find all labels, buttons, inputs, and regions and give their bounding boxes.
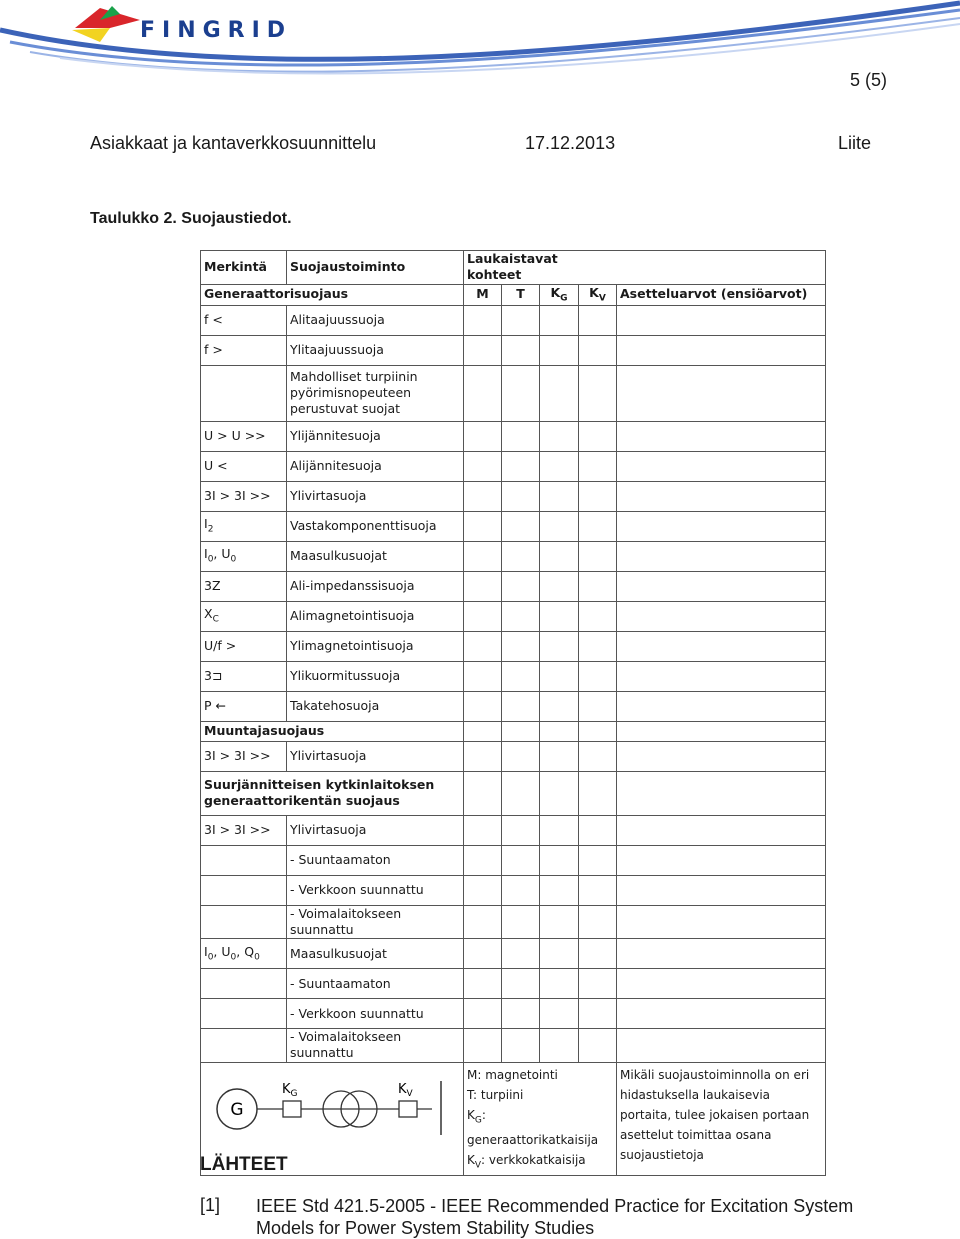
- empty-cell: [617, 451, 826, 481]
- empty-cell: [502, 481, 540, 511]
- protection-function: Ylivirtasuoja: [287, 815, 464, 845]
- empty-cell: [617, 875, 826, 905]
- empty-cell: [617, 481, 826, 511]
- empty-cell: [464, 631, 502, 661]
- protection-function: - Verkkoon suunnattu: [287, 875, 464, 905]
- protection-function: Ylikuormitussuoja: [287, 661, 464, 691]
- abbreviation-legend: [464, 1062, 617, 1176]
- empty-cell: [540, 511, 579, 541]
- empty-cell: [617, 815, 826, 845]
- generator-label: G: [230, 1099, 244, 1120]
- empty-cell: [464, 511, 502, 541]
- empty-cell: [464, 305, 502, 335]
- empty-cell: [540, 845, 579, 875]
- empty-cell: [579, 335, 617, 365]
- kv-diagram-label: $K_V$: [398, 1081, 413, 1099]
- table-row: [201, 365, 826, 421]
- empty-cell: [579, 1029, 617, 1063]
- empty-cell: [464, 691, 502, 721]
- empty-cell: [502, 365, 540, 421]
- protection-symbol: $X_C$: [201, 601, 287, 631]
- empty-cell: [617, 771, 826, 815]
- empty-cell: [502, 511, 540, 541]
- reference-number: [1]: [200, 1195, 221, 1215]
- section-transformer: [201, 721, 826, 741]
- document-date: 17.12.2013: [525, 133, 616, 153]
- empty-cell: [502, 741, 540, 771]
- empty-cell: [464, 571, 502, 601]
- protection-symbol: U > U >>: [201, 421, 287, 451]
- empty-cell: [502, 541, 540, 571]
- empty-cell: [617, 631, 826, 661]
- empty-cell: [502, 999, 540, 1029]
- empty-cell: [579, 571, 617, 601]
- empty-cell: [617, 365, 826, 421]
- empty-cell: [579, 905, 617, 939]
- protection-symbol: 3I > 3I >>: [201, 481, 287, 511]
- empty-cell: [540, 661, 579, 691]
- protection-function: Mahdolliset turpiinin pyörimisnopeuteen perustuvat suojat: [287, 365, 464, 421]
- empty-cell: [579, 969, 617, 999]
- table-row: [201, 481, 826, 511]
- empty-cell: [464, 939, 502, 969]
- reference-text: IEEE Std 421.5-2005 - IEEE Recommended Practice for Excitation System Models for Power System Stability Studies: [256, 1196, 854, 1238]
- protection-function: - Suuntaamaton: [287, 969, 464, 999]
- table-header-row-2: [201, 284, 826, 305]
- protection-symbol: U/f >: [201, 631, 287, 661]
- protection-symbol: 3⊐: [201, 661, 287, 691]
- empty-cell: [502, 451, 540, 481]
- protection-symbol: [201, 905, 287, 939]
- empty-cell: [540, 365, 579, 421]
- empty-cell: [540, 335, 579, 365]
- empty-cell: [579, 541, 617, 571]
- protection-function: Vastakomponenttisuoja: [287, 511, 464, 541]
- protection-function: Alitaajuussuoja: [287, 305, 464, 335]
- empty-cell: [464, 875, 502, 905]
- empty-cell: [540, 631, 579, 661]
- table-row: [201, 999, 826, 1029]
- empty-cell: [540, 1029, 579, 1063]
- empty-cell: [540, 905, 579, 939]
- legend-kg: $K_G$: generaattorikatkaisija: [467, 1107, 599, 1148]
- empty-cell: [502, 335, 540, 365]
- single-line-diagram-svg: [201, 1063, 463, 1141]
- empty-cell: [540, 601, 579, 631]
- empty-cell: [540, 481, 579, 511]
- protection-symbol: [201, 875, 287, 905]
- protection-table: [200, 250, 826, 1176]
- empty-cell: [579, 631, 617, 661]
- table-row: [201, 905, 826, 939]
- empty-cell: [540, 741, 579, 771]
- header-targets: Laukaistavat kohteet: [464, 251, 540, 285]
- fingrid-logo: [0, 0, 960, 90]
- empty-cell: [464, 1029, 502, 1063]
- empty-cell: [502, 661, 540, 691]
- table-row: [201, 815, 826, 845]
- empty-cell: [502, 815, 540, 845]
- empty-cell: [464, 905, 502, 939]
- protection-symbol: $I_0$, $U_0$, $Q_0$: [201, 939, 287, 969]
- table-row: [201, 451, 826, 481]
- department-label: Asiakkaat ja kantaverkkosuunnittelu: [90, 133, 377, 153]
- empty-cell: [579, 875, 617, 905]
- empty-cell: [464, 421, 502, 451]
- empty-cell: [464, 815, 502, 845]
- kg-diagram-label: $K_G$: [282, 1081, 298, 1099]
- empty-cell: [464, 365, 502, 421]
- empty-cell: [540, 691, 579, 721]
- table-row: [201, 661, 826, 691]
- protection-symbol: [201, 1029, 287, 1063]
- empty-cell: [617, 905, 826, 939]
- empty-cell: [617, 421, 826, 451]
- settings-note: Mikäli suojaustoiminnolla on eri hidastuksella laukaisevia portaita, tulee jokaisen portaan asettelut toimittaa osana suojaustietoja: [617, 1062, 826, 1176]
- table-row: [201, 875, 826, 905]
- empty-cell: [579, 421, 617, 451]
- empty-cell: [464, 661, 502, 691]
- table-header-row-1: [201, 251, 826, 285]
- empty-cell: [579, 741, 617, 771]
- empty-cell: [540, 541, 579, 571]
- empty-cell: [617, 571, 826, 601]
- col-kv: $K_V$: [579, 284, 617, 305]
- protection-function: Ylivirtasuoja: [287, 481, 464, 511]
- empty-cell: [617, 661, 826, 691]
- section-switchyard-label: Suurjännitteisen kytkinlaitoksen generaattorikentän suojaus: [201, 771, 464, 815]
- empty-cell: [579, 481, 617, 511]
- table-row: [201, 421, 826, 451]
- document-type: Liite: [838, 133, 872, 153]
- empty-cell: [579, 845, 617, 875]
- empty-cell: [617, 691, 826, 721]
- empty-cell: [579, 939, 617, 969]
- protection-function: - Suuntaamaton: [287, 845, 464, 875]
- protection-symbol: U <: [201, 451, 287, 481]
- empty-cell: [540, 305, 579, 335]
- empty-cell: [464, 741, 502, 771]
- empty-cell: [502, 721, 540, 741]
- table-row: [201, 511, 826, 541]
- table-row: [201, 571, 826, 601]
- empty-cell: [617, 741, 826, 771]
- empty-cell: [502, 905, 540, 939]
- empty-cell: [540, 939, 579, 969]
- protection-function: Alimagnetointisuoja: [287, 601, 464, 631]
- table-row: [201, 939, 826, 969]
- table-row: [201, 1029, 826, 1063]
- empty-cell: [579, 691, 617, 721]
- empty-cell: [502, 691, 540, 721]
- kv-breaker-symbol: [399, 1101, 417, 1117]
- empty-cell: [502, 875, 540, 905]
- protection-symbol: [201, 845, 287, 875]
- table-row: [201, 335, 826, 365]
- empty-cell: [617, 335, 826, 365]
- protection-function: Ylimagnetointisuoja: [287, 631, 464, 661]
- empty-cell: [502, 939, 540, 969]
- table-row: [201, 691, 826, 721]
- protection-function: Ylijännitesuoja: [287, 421, 464, 451]
- col-kg: $K_G$: [540, 284, 579, 305]
- protection-symbol: 3I > 3I >>: [201, 741, 287, 771]
- section-switchyard: [201, 771, 826, 815]
- table-row: [201, 741, 826, 771]
- page-number: 5 (5): [849, 70, 887, 90]
- empty-cell: [617, 845, 826, 875]
- table-row: [201, 845, 826, 875]
- protection-function: - Verkkoon suunnattu: [287, 999, 464, 1029]
- protection-function: Ylivirtasuoja: [287, 741, 464, 771]
- protection-function: Ylitaajuussuoja: [287, 335, 464, 365]
- protection-function: Alijännitesuoja: [287, 451, 464, 481]
- protection-symbol: 3I > 3I >>: [201, 815, 287, 845]
- section-generator: Generaattorisuojaus: [201, 284, 464, 305]
- empty-cell: [502, 305, 540, 335]
- legend-row: [201, 1062, 826, 1176]
- empty-cell: [464, 771, 502, 815]
- empty-cell: [617, 721, 826, 741]
- empty-cell: [579, 771, 617, 815]
- protection-symbol: [201, 365, 287, 421]
- logo-text: FINGRID: [140, 18, 293, 43]
- table-row: [201, 305, 826, 335]
- empty-cell: [617, 999, 826, 1029]
- protection-function: Maasulkusuojat: [287, 939, 464, 969]
- empty-cell: [540, 815, 579, 845]
- kg-breaker-symbol: [283, 1101, 301, 1117]
- protection-symbol: P ←: [201, 691, 287, 721]
- empty-cell: [540, 421, 579, 451]
- empty-cell: [579, 721, 617, 741]
- protection-symbol: $I_0$, $U_0$: [201, 541, 287, 571]
- table-row: [201, 541, 826, 571]
- section-transformer-label: Muuntajasuojaus: [201, 721, 464, 741]
- empty-cell: [540, 721, 579, 741]
- empty-cell: [502, 631, 540, 661]
- legend-m: M: magnetointi: [467, 1067, 558, 1082]
- empty-cell: [464, 999, 502, 1029]
- empty-cell: [502, 1029, 540, 1063]
- empty-cell: [617, 305, 826, 335]
- empty-cell: [464, 845, 502, 875]
- empty-cell: [617, 541, 826, 571]
- empty-cell: [464, 481, 502, 511]
- table-row: [201, 969, 826, 999]
- empty-cell: [579, 365, 617, 421]
- protection-function: Ali-impedanssisuoja: [287, 571, 464, 601]
- empty-cell: [464, 541, 502, 571]
- empty-cell: [540, 969, 579, 999]
- table-caption: Taulukko 2. Suojaustiedot.: [90, 210, 292, 227]
- empty-cell: [579, 815, 617, 845]
- table-row: [201, 631, 826, 661]
- empty-cell: [579, 451, 617, 481]
- empty-cell: [502, 601, 540, 631]
- empty-cell: [540, 999, 579, 1029]
- protection-symbol: [201, 969, 287, 999]
- table-row: [201, 601, 826, 631]
- empty-cell: [464, 601, 502, 631]
- protection-symbol: [201, 999, 287, 1029]
- empty-cell: [617, 939, 826, 969]
- empty-cell: [502, 421, 540, 451]
- legend-kv: $K_V$: verkkokatkaisija: [467, 1153, 586, 1171]
- protection-function: - Voimalaitokseen suunnattu: [287, 1029, 464, 1063]
- empty-cell: [464, 335, 502, 365]
- empty-cell: [464, 969, 502, 999]
- col-t: T: [502, 284, 540, 305]
- empty-cell: [617, 1029, 826, 1063]
- empty-cell: [502, 571, 540, 601]
- empty-cell: [579, 661, 617, 691]
- protection-symbol: $I_2$: [201, 511, 287, 541]
- protection-symbol: f <: [201, 305, 287, 335]
- col-settings: Asetteluarvot (ensiöarvot): [617, 284, 826, 305]
- empty-cell: [617, 969, 826, 999]
- empty-cell: [464, 451, 502, 481]
- empty-cell: [579, 511, 617, 541]
- empty-cell: [540, 875, 579, 905]
- empty-cell: [502, 771, 540, 815]
- col-m: M: [464, 284, 502, 305]
- protection-symbol: 3Z: [201, 571, 287, 601]
- protection-function: Takatehosuoja: [287, 691, 464, 721]
- protection-function: - Voimalaitokseen suunnattu: [287, 905, 464, 939]
- empty-cell: [464, 721, 502, 741]
- references-title: LÄHTEET: [200, 1154, 288, 1175]
- empty-cell: [540, 771, 579, 815]
- empty-cell: [540, 571, 579, 601]
- empty-cell: [617, 601, 826, 631]
- empty-cell: [579, 305, 617, 335]
- empty-cell: [502, 845, 540, 875]
- protection-symbol: f >: [201, 335, 287, 365]
- header-function: Suojaustoiminto: [287, 251, 464, 285]
- empty-cell: [502, 969, 540, 999]
- empty-cell: [579, 601, 617, 631]
- empty-cell: [579, 999, 617, 1029]
- empty-cell: [617, 511, 826, 541]
- empty-cell: [540, 451, 579, 481]
- header-symbol: Merkintä: [201, 251, 287, 285]
- legend-t: T: turpiini: [467, 1087, 524, 1102]
- protection-function: Maasulkusuojat: [287, 541, 464, 571]
